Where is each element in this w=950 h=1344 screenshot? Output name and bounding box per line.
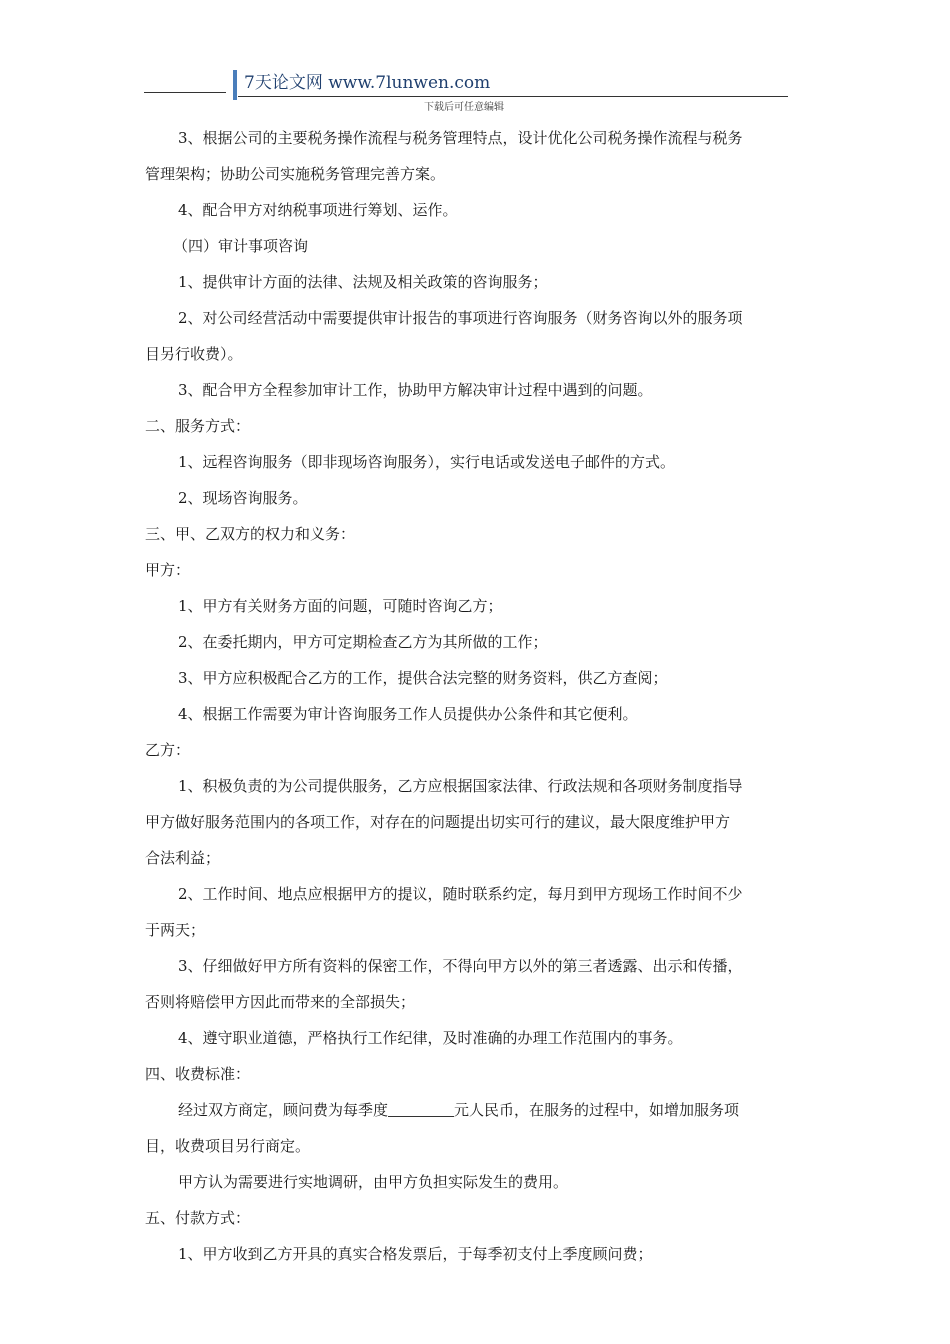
paragraph: 否则将赔偿甲方因此而带来的全部损失；: [145, 993, 416, 1011]
document-body: [145, 120, 810, 1272]
paragraph-group: [145, 1128, 810, 1272]
paragraph: 3、根据公司的主要税务操作流程与税务管理特点，设计优化公司税务操作流程与税务: [178, 129, 743, 147]
paragraph: 2、在委托期内，甲方可定期检查乙方为其所做的工作；: [178, 633, 548, 651]
paragraph: 管理架构；协助公司实施税务管理完善方案。: [145, 165, 446, 183]
paragraph: 3、配合甲方全程参加审计工作，协助甲方解决审计过程中遇到的问题。: [178, 381, 653, 399]
fee-text-before: 经过双方商定，顾问费为每季度: [178, 1101, 389, 1119]
paragraph: 目，收费项目另行商定。: [145, 1137, 311, 1155]
fee-blank: [388, 1102, 454, 1117]
paragraph: 3、甲方应积极配合乙方的工作，提供合法完整的财务资料，供乙方查阅；: [178, 669, 668, 687]
paragraph: 甲方做好服务范围内的各项工作，对存在的问题提出切实可行的建议，最大限度维护甲方: [145, 813, 731, 831]
paragraph: 甲方：: [145, 561, 191, 579]
paragraph: 1、提供审计方面的法律、法规及相关政策的咨询服务；: [178, 273, 548, 291]
paragraph: 1、甲方有关财务方面的问题，可随时咨询乙方；: [178, 597, 503, 615]
paragraph: 2、对公司经营活动中需要提供审计报告的事项进行咨询服务（财务咨询以外的服务项: [178, 309, 743, 327]
paragraph: 3、仔细做好甲方所有资料的保密工作，不得向甲方以外的第三者透露、出示和传播，: [178, 957, 743, 975]
header-left-rule: [144, 92, 226, 93]
site-title: 7天论文网 www.7lunwen.com: [244, 73, 491, 93]
paragraph-group: [145, 120, 810, 1092]
paragraph: 五、付款方式：: [145, 1209, 251, 1227]
paragraph: 目另行收费）。: [145, 345, 243, 363]
paragraph: 1、积极负责的为公司提供服务，乙方应根据国家法律、行政法规和各项财务制度指导: [178, 777, 743, 795]
header-accent-bar: [233, 70, 237, 100]
header-subtitle: 下载后可任意编辑: [424, 102, 504, 113]
paragraph: 2、现场咨询服务。: [178, 489, 308, 507]
paragraph: （四）审计事项咨询: [173, 237, 309, 255]
paragraph: 2、工作时间、地点应根据甲方的提议，随时联系约定，每月到甲方现场工作时间不少: [178, 885, 743, 903]
paragraph: 甲方认为需要进行实地调研，由甲方负担实际发生的费用。: [178, 1173, 569, 1191]
paragraph: 乙方：: [145, 741, 191, 759]
paragraph: 二、服务方式：: [145, 417, 251, 435]
paragraph: 于两天；: [145, 921, 206, 939]
paragraph: 三、甲、乙双方的权力和义务：: [145, 525, 356, 543]
paragraph: 4、根据工作需要为审计咨询服务工作人员提供办公条件和其它便利。: [178, 705, 638, 723]
header-right-rule: [238, 96, 788, 97]
paragraph: 1、甲方收到乙方开具的真实合格发票后，于每季初支付上季度顾问费；: [178, 1245, 653, 1263]
fee-paragraph: [145, 1092, 810, 1128]
paragraph: 4、配合甲方对纳税事项进行筹划、运作。: [178, 201, 458, 219]
paragraph: 1、远程咨询服务（即非现场咨询服务），实行电话或发送电子邮件的方式。: [178, 453, 676, 471]
paragraph: 四、收费标准：: [145, 1065, 251, 1083]
fee-text-after: 元人民币，在服务的过程中，如增加服务项: [454, 1101, 740, 1119]
paragraph: 合法利益；: [145, 849, 221, 867]
paragraph: 4、遵守职业道德，严格执行工作纪律，及时准确的办理工作范围内的事务。: [178, 1029, 683, 1047]
